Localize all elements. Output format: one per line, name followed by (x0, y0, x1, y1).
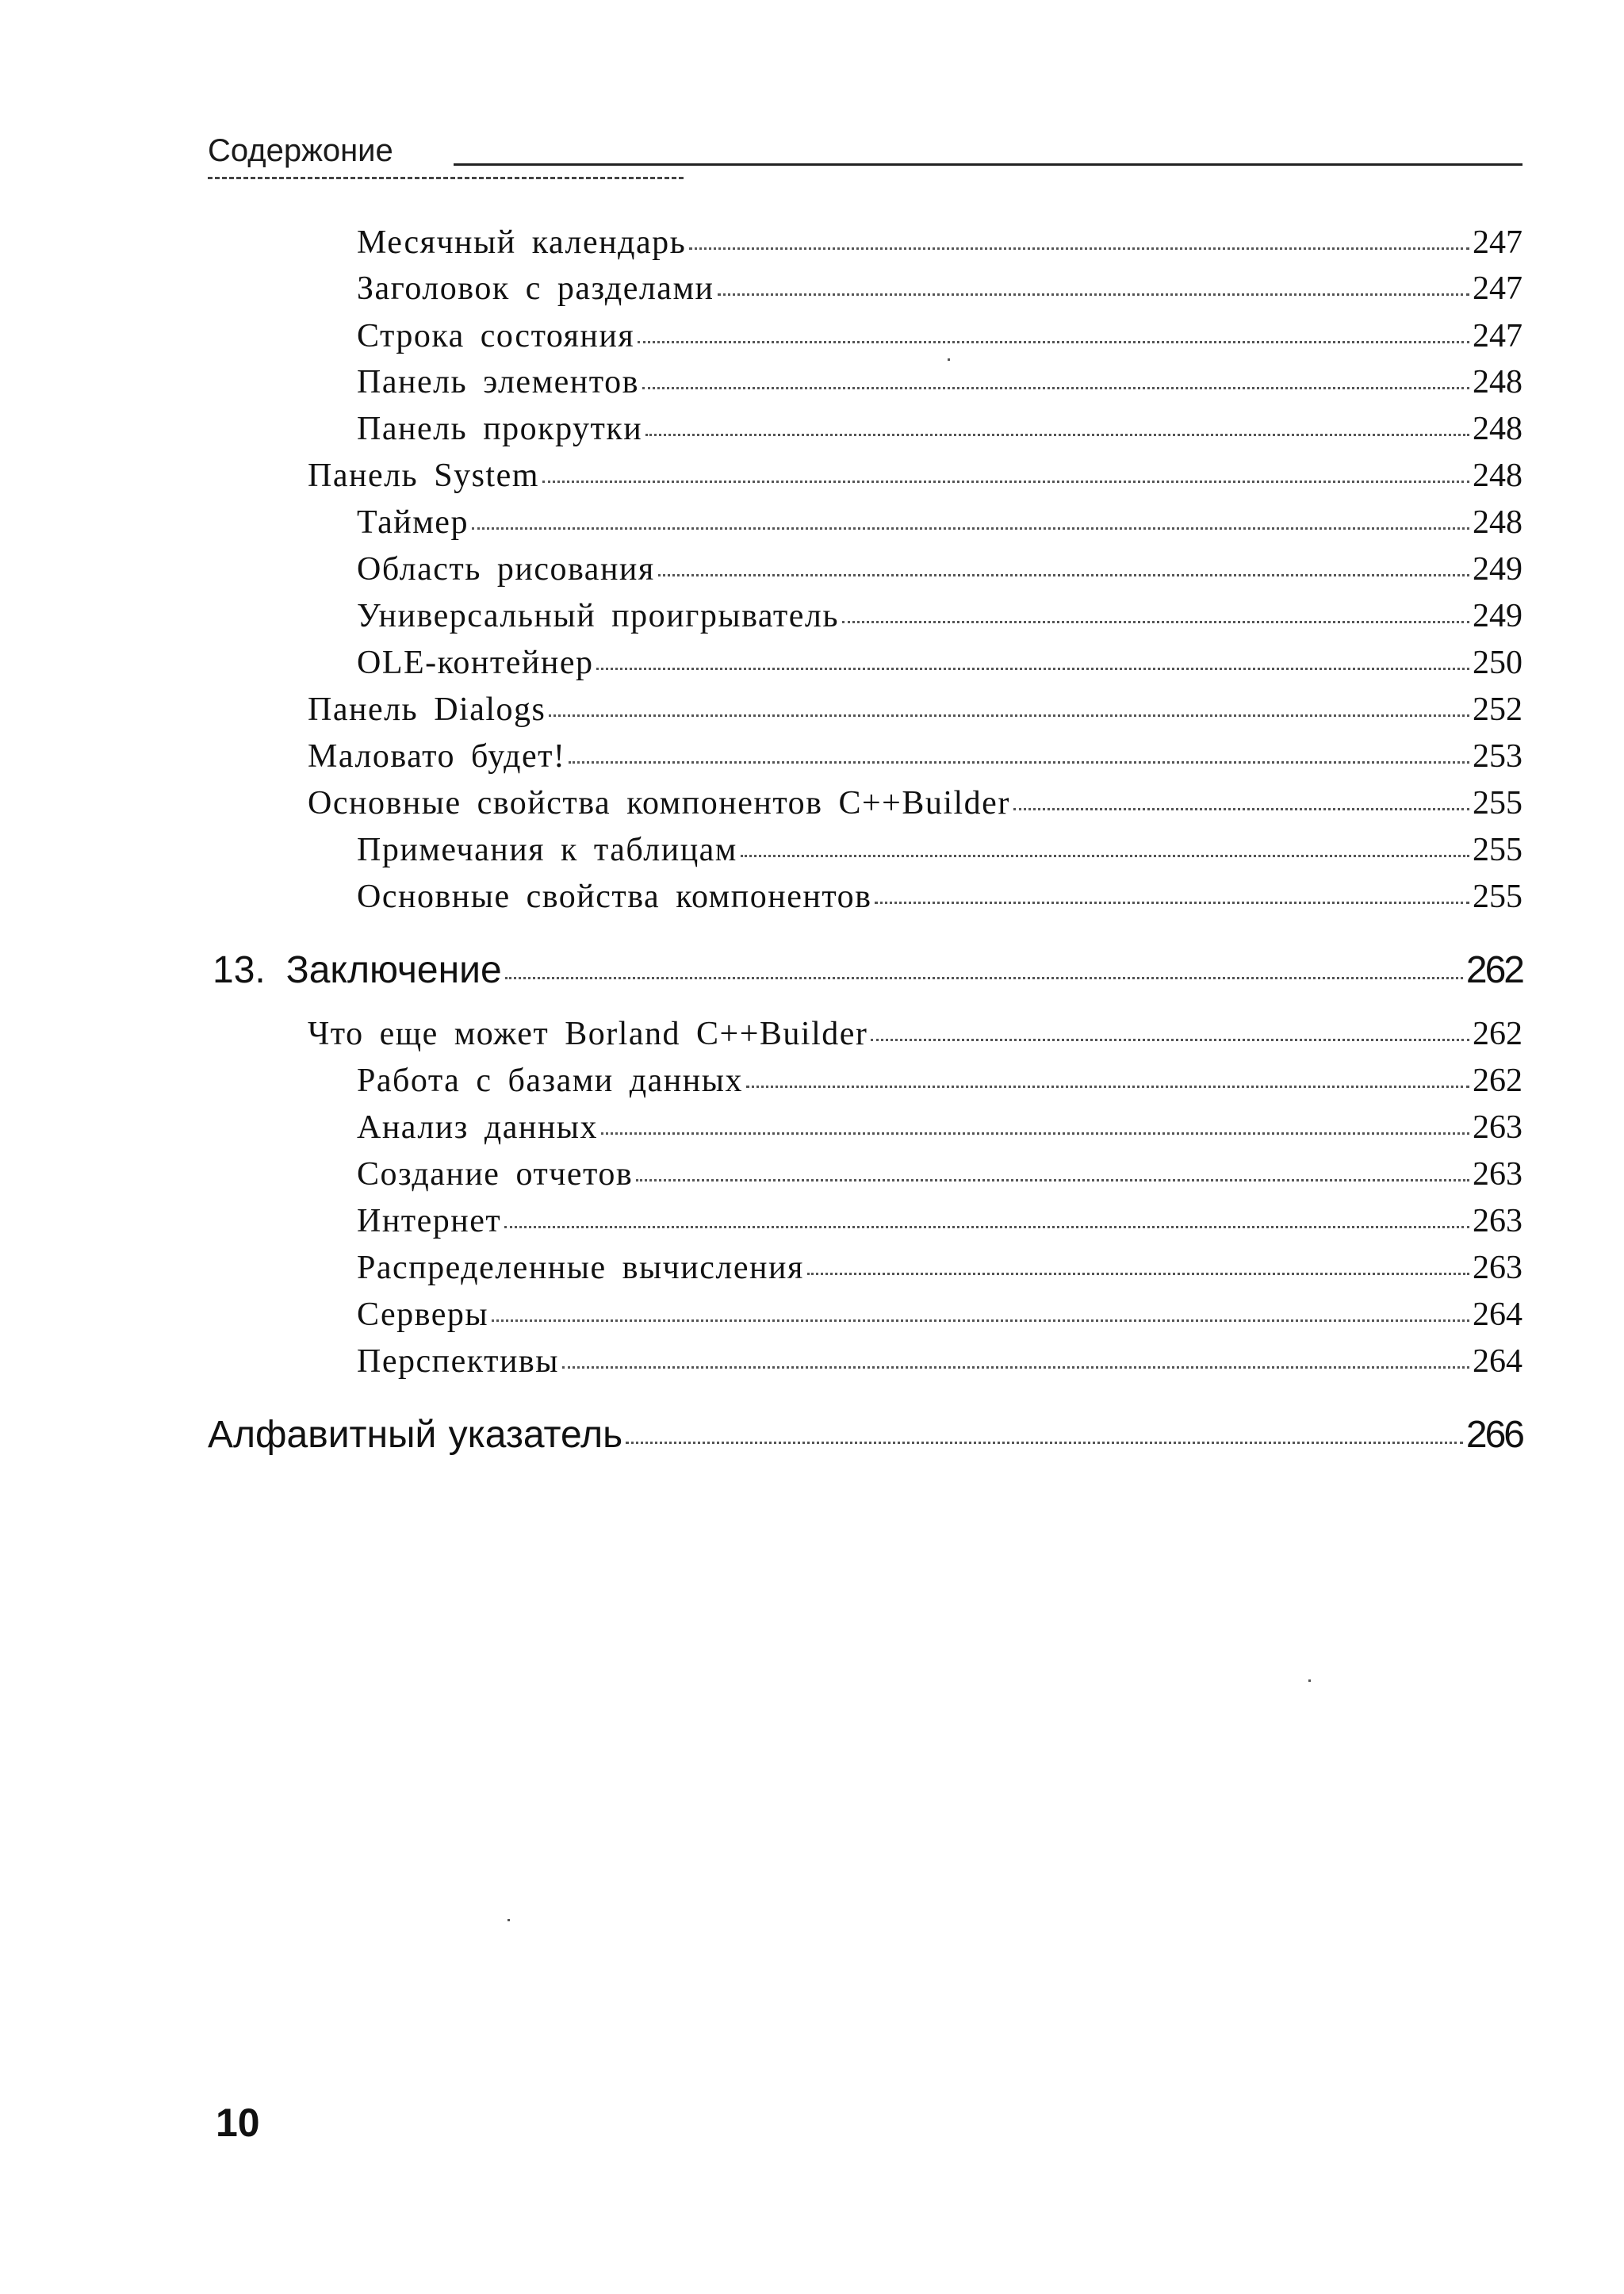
toc-entry[interactable] (308, 737, 1522, 776)
toc-entry[interactable] (357, 363, 1522, 401)
dot-leader (638, 341, 1469, 343)
dot-leader (746, 1086, 1469, 1088)
toc-entry[interactable] (357, 644, 1522, 682)
toc-entry[interactable] (308, 457, 1522, 495)
toc-entry-page: 249 (1473, 551, 1522, 588)
header-rule (454, 163, 1522, 166)
dot-leader (1013, 808, 1469, 810)
dot-leader (549, 714, 1469, 717)
toc-entry-page: 252 (1473, 691, 1522, 728)
toc-entry[interactable] (357, 270, 1522, 308)
dot-leader (472, 527, 1469, 530)
toc-entry-page: 248 (1473, 364, 1522, 400)
toc-entry[interactable] (357, 224, 1522, 262)
toc-entry-title: Серверы (357, 1296, 489, 1333)
toc-entry[interactable] (357, 317, 1522, 355)
toc-entry[interactable] (357, 1249, 1522, 1287)
dot-leader (689, 247, 1469, 250)
toc-entry[interactable] (308, 1015, 1522, 1053)
toc-entry[interactable] (357, 597, 1522, 635)
page-number: 10 (216, 2101, 260, 2145)
dot-leader (601, 1132, 1469, 1135)
toc-entry-page: 264 (1473, 1343, 1522, 1380)
toc-entry-page: 262 (1473, 1063, 1522, 1099)
toc-entry[interactable] (357, 1202, 1522, 1240)
dot-leader (542, 481, 1469, 483)
toc-entry-title: Панель элементов (357, 364, 639, 400)
dot-leader (626, 1442, 1463, 1444)
toc-entry-title: Интернет (357, 1203, 502, 1239)
toc-entry-title: Панель System (308, 458, 539, 494)
toc-entry-page: 250 (1473, 645, 1522, 681)
dot-leader (492, 1319, 1469, 1322)
toc-entry-title: Заключение (285, 949, 502, 991)
toc-entry-title: Примечания к таблицам (357, 832, 737, 868)
dot-leader (569, 761, 1469, 764)
dot-leader (741, 855, 1469, 857)
toc-entry-page: 249 (1473, 598, 1522, 634)
toc-entry-page: 255 (1473, 785, 1522, 821)
toc-entry-title: OLE-контейнер (357, 645, 594, 681)
toc-entry[interactable] (308, 784, 1522, 822)
toc-entry-title: Работа с базами данных (357, 1063, 743, 1099)
toc-entry-title: Месячный календарь (357, 224, 687, 261)
dot-leader (718, 293, 1470, 296)
dot-leader (596, 668, 1469, 670)
toc-entry[interactable] (357, 1296, 1522, 1334)
toc-entry-page: 263 (1473, 1250, 1522, 1286)
toc-entry-page: 248 (1473, 504, 1522, 541)
dot-leader (645, 434, 1469, 436)
toc-entry-title: Область рисования (357, 551, 655, 588)
running-header-title: Содержоние (208, 133, 393, 168)
toc-entry-page: 263 (1473, 1156, 1522, 1193)
toc-entry-page: 266 (1465, 1414, 1522, 1456)
toc-entry-page: 264 (1473, 1296, 1522, 1333)
dot-leader (562, 1366, 1469, 1369)
toc-entry-page: 263 (1473, 1109, 1522, 1146)
toc-chapter-number: 13. (213, 949, 266, 991)
toc-index-entry[interactable] (208, 1413, 1522, 1457)
toc-entry-page: 248 (1473, 411, 1522, 447)
toc-entry-page: 255 (1473, 832, 1522, 868)
toc-entry-page: 262 (1465, 949, 1522, 991)
running-header (208, 127, 1522, 174)
toc-entry-page: 247 (1473, 270, 1522, 307)
dot-leader (842, 621, 1469, 623)
toc-entry-title: Панель Dialogs (308, 691, 546, 728)
dot-leader (807, 1273, 1469, 1275)
dot-leader (871, 1039, 1469, 1041)
dot-leader (658, 574, 1469, 576)
toc-entry-title: Строка состояния (357, 318, 635, 354)
header-underline (208, 177, 684, 179)
toc-entry-title: Алфавитный указатель (208, 1414, 623, 1456)
scan-speck (1308, 1679, 1311, 1682)
toc-entry-page: 262 (1473, 1016, 1522, 1052)
scan-speck (948, 358, 950, 361)
dot-leader (505, 977, 1463, 979)
toc-entry-title: Распределенные вычисления (357, 1250, 804, 1286)
toc-chapter-entry[interactable] (213, 948, 1522, 992)
toc-entry-page: 247 (1473, 224, 1522, 261)
toc-entry[interactable] (357, 1062, 1522, 1100)
toc-entry[interactable] (357, 1109, 1522, 1147)
toc-entry[interactable] (357, 831, 1522, 869)
toc-entry[interactable] (357, 1342, 1522, 1381)
toc-entry[interactable] (357, 504, 1522, 542)
toc-entry-title: Что еще может Borland C++Builder (308, 1016, 868, 1052)
toc-entry[interactable] (357, 1155, 1522, 1193)
toc-entry[interactable] (308, 691, 1522, 729)
toc-entry-page: 247 (1473, 318, 1522, 354)
dot-leader (642, 387, 1469, 389)
toc-entry-title: Универсальный проигрыватель (357, 598, 840, 634)
toc-entry-title: Таймер (357, 504, 469, 541)
toc-entry-title: Маловато будет! (308, 738, 566, 775)
toc-entry-page: 248 (1473, 458, 1522, 494)
toc-entry-title: Перспективы (357, 1343, 559, 1380)
dot-leader (875, 902, 1469, 904)
toc-entry[interactable] (357, 550, 1522, 588)
scan-speck (508, 1919, 510, 1921)
toc-entry[interactable] (357, 410, 1522, 448)
toc-entry[interactable] (357, 878, 1522, 916)
toc-entry-title: Основные свойства компонентов C++Builder (308, 785, 1010, 821)
toc-entry-title: Основные свойства компонентов (357, 879, 872, 915)
toc-entry-title: Анализ данных (357, 1109, 599, 1146)
toc-entry-title: Создание отчетов (357, 1156, 634, 1193)
toc-entry-page: 255 (1473, 879, 1522, 915)
dot-leader (504, 1226, 1469, 1228)
dot-leader (636, 1179, 1469, 1181)
toc-entry-page: 263 (1473, 1203, 1522, 1239)
toc-entry-title: Заголовок с разделами (357, 270, 714, 307)
toc-entry-title: Панель прокрутки (357, 411, 643, 447)
toc-entry-page: 253 (1473, 738, 1522, 775)
